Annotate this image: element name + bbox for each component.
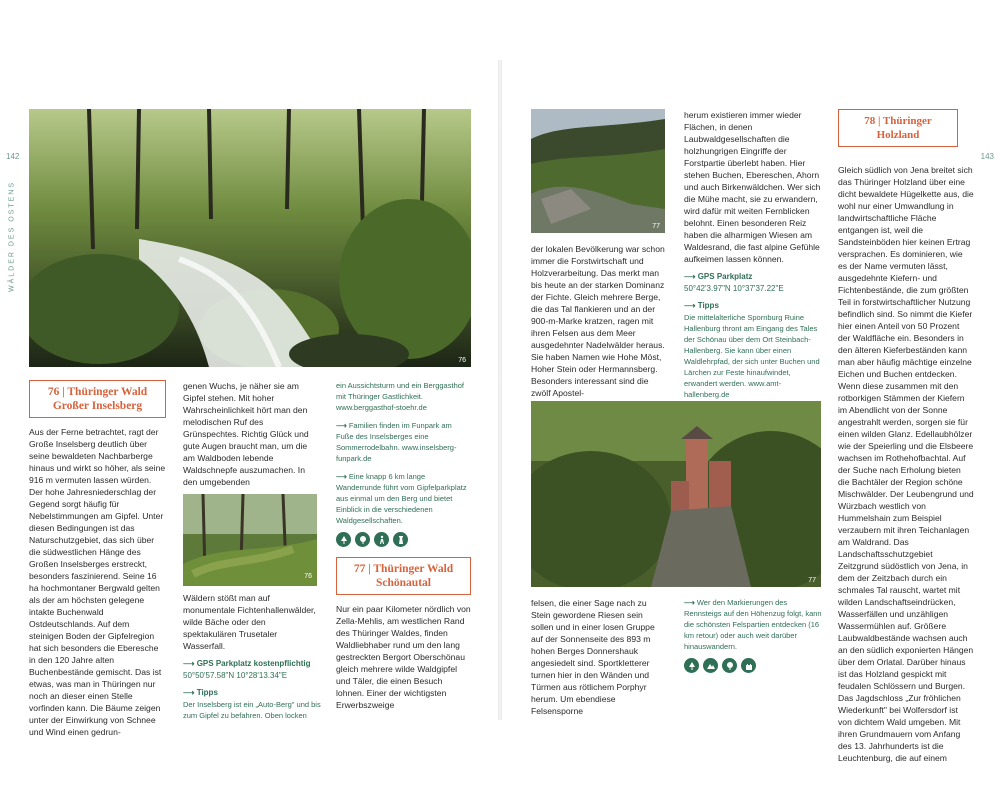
gps-heading: ⟶ GPS Parkplatz kostenpflichtig <box>183 659 311 668</box>
body-text: Gleich südlich von Jena breitet sich das Thüringer Holzland über eine dicht bewaldete Hügelkette aus, die wohl nur einer Umwandlung in landwirtschaftliche Fläche entgangen ist, weil die Sandsteinböden hier keinen Ertrag versprachen. Es dominieren, wie es der Name vermuten lässt, ausgedehnte Kiefern- und Fichtenbestände, die zum größten Teil in forstwirtschaftlicher Nutzung befindlich sind. So nimmt die Kiefer hier einen Anteil von 50 Prozent der Waldfläche ein. Besonders in den älteren Kieferbeständen kann man aber häufig mächtige einzelne Eichen und Buchen entdecken. Wenn diese zusammen mit den rotborkigen Stämmen der Kiefern im Abendlicht von der Sonne angestrahlt werden, sorgen sie für einen wilden Glanz. Edellaubhölzer wie der Speierling und die Elsbeere wachsen im Rothehofbachtal. Auf der Suche nach Erholung bieten die Bachtäler der Region schöne Mischwälder. Der Leubengrund und Würzbach westlich von Hummelshain zum Beispiel verzaubern mit ihren Teichanlagen am Waldrand. Das Landschaftsschutzgebiet Zeitzgrund südöstlich von Jena, in dem der Zeitzbach durch ein schmales Tal rauscht, wartet mit wilden Landschaftseindrücken, Wasserfällen und unzähligen Wassermühlen auf. Größere Laubwaldbestände wachsen auch an den südlich exponierten Hängen über dem Orlatal. Darüber hinaus ist das Holzland gespickt mit feudalen Schlössern und Burgen. Das Jagdschloss „Zur fröhlichen Wiederkunft" bei Wolfersdorf ist von dichtem Wald umgeben. Mit ihren Grundmauern vom Anfang des 13. Jahrhunderts ist die Leuchtenburg, die auf einem <box>838 165 974 763</box>
page-number: 142 <box>6 152 20 161</box>
section-box-78 <box>838 109 958 147</box>
tip-text: ⟶ Wer den Markierungen des Rennsteigs auf den Höhenzug folgt, kann die schönsten Felspartien entdecken (16 km retour) oder auch weit darüber hinauswandern. <box>684 598 822 651</box>
section-box-76 <box>29 380 166 418</box>
mountain-icon <box>703 658 718 673</box>
box-subtitle: Großer Inselsberg <box>52 400 143 412</box>
deciduous-tree-icon <box>355 532 370 547</box>
tips-text: Der Inselsberg ist ein „Auto-Berg" und bis zum Gipfel zu befahren. Oben locken <box>183 700 321 720</box>
photo-number: 77 <box>808 577 816 584</box>
text-column-3 <box>838 109 974 764</box>
section-label: WÄLDER DES OSTENS <box>8 181 16 293</box>
body-text: Nur ein paar Kilometer nördlich von Zella-Mehlis, am westlichen Rand des Thüringer Waldes, finden Waldliebhaber rund um den lang gestreckten Bergort Oberschönau gleich mehrere wilde Waldgipfel und Täler, die einen Besuch lohnen. Einer der wichtigsten Erwerbszweige <box>336 604 471 710</box>
gps-value: 50°42'3.97"N 10°37'37.22"E <box>684 284 784 293</box>
section-box-77 <box>336 557 471 595</box>
castle-photo <box>531 401 821 587</box>
photo-number: 76 <box>458 357 466 364</box>
bottom-text-column-2 <box>684 597 822 673</box>
text-column-1 <box>29 380 166 738</box>
tip-text: ein Aussichtsturm und ein Berggasthof mit Thüringer Gastlichkeit. www.berggasthof-stoehr.de <box>336 381 464 412</box>
body-text: Aus der Ferne betrachtet, ragt der Große Inselsberg deutlich über seine bewaldeten Nachbarberge hinaus und wirkt so höher, als seine 916 m vermuten lassen würden. Der hohe Jahresniederschlag der Gegend sorgt häufig für Nebelstimmungen am Gipfel. Unter diesen Bedingungen ist das Naturschutzgebiet, das sich über die südwestlichen Hänge des Großen Inselsberges erstreckt, besonders faszinierend. Seine 16 ha hochmontaner Bergwald gelten als der am höchsten gelegene intakte Buchenwald Ostdeutschlands. Auf dem steinigen Boden der Gipfelregion hat sich besonders die Eberesche in den 120 Jahre alten Buchenbestände gemischt. Das ist etwas, was man in Thüringen nur noch an dieser einen Stelle vorfinden kann. Die Bäume zeigen unter der Einwirkung von Schnee und Wind einen gedrun- <box>29 427 166 737</box>
body-text: Wäldern stößt man auf monumentale Fichtenhallenwälder, wilde Bäche oder den spektakulären Trusetaler Wasserfall. <box>183 593 316 651</box>
tip-text: ⟶ Eine knapp 6 km lange Wanderrunde führt vom Gipfelparkplatz aus einmal um den Berg und bietet Einblick in die verschiedenen Waldgesellschaften. <box>336 472 467 525</box>
tower-icon <box>393 532 408 547</box>
forest-photo <box>183 494 317 586</box>
deciduous-tree-icon <box>722 658 737 673</box>
gps-value: 50°50'57.58"N 10°28'13.34"E <box>183 671 288 680</box>
valley-photo <box>531 109 665 233</box>
body-text: genen Wuchs, je näher sie am Gipfel stehen. Mit hoher Wahrscheinlichkeit hört man den melodischen Ruf des Grünspechtes. Richtig Glück und gute Augen braucht man, um die am Waldboden lebende Waldschnepfe auszumachen. In den umgebenden <box>183 381 309 487</box>
tips-heading: ⟶ Tipps <box>183 688 218 697</box>
left-page <box>0 0 498 800</box>
box-title: 78 | Thüringer Holzland <box>864 115 932 141</box>
tree-icon <box>684 658 699 673</box>
activity-icons <box>336 532 471 547</box>
box-title: 77 | Thüringer Wald <box>353 563 454 575</box>
bottom-text-column-1 <box>531 597 667 717</box>
box-title: 76 | Thüringer Wald <box>47 386 148 398</box>
hiker-icon <box>374 532 389 547</box>
text-column-2 <box>183 380 321 721</box>
tips-text: Die mittelalterliche Spornburg Ruine Hallenburg thront am Eingang des Tales der Schönau über dem Ort Steinbach-Hallenberg. Sie kann über einen Waldlehrpfad, der sich unter Buchen und Lärchen zur Feste hinaufwindet, erwandert werden. www.amt-hallenberg.de <box>684 313 820 399</box>
right-page <box>502 0 1000 800</box>
photo-number: 77 <box>652 223 660 230</box>
tree-icon <box>336 532 351 547</box>
gps-heading: ⟶ GPS Parkplatz <box>684 272 753 281</box>
page-number: 143 <box>980 152 994 161</box>
body-text: der lokalen Bevölkerung war schon immer die Forstwirtschaft und Holzverarbeitung. Das merkt man bis heute an der starken Dominanz der Fichte. Gleich mehrere Berge, die das Tal flankieren und an der 900-m-Marke kratzen, ragen mit ihren Felsen aus dem Meer ausgedehnter Nadelwälder heraus. Sie haben Namen wie Hohe Möst, Hoher Stein oder Hermannsberg. Besonders interessant sind die zwölf Apostel- <box>531 244 665 398</box>
text-column-2 <box>684 109 824 400</box>
activity-icons <box>684 658 822 673</box>
box-subtitle: Schönautal <box>376 577 431 589</box>
tip-text: ⟶ Familien finden im Funpark am Fuße des Inselsberges eine Sommerrodelbahn. www.inselsberg-funpark.de <box>336 421 457 463</box>
text-column-3 <box>336 380 471 711</box>
text-column-1 <box>531 243 667 399</box>
body-text: herum existieren immer wieder Flächen, in denen Laubwaldgesellschaften die holzhungrigen Eingriffe der Forstpartie überlebt haben. Hier stehen Buchen, Ebereschen, Ahorn und auch Birkenwäldchen. Wer sich die Mühe macht, sie zu erwandern, wird dafür mit weiten Fernblicken belohnt. Einen besonderen Reiz haben die alharmigen Wiesen am Waldesrand, die fast alpine Gefühle aufkeimen lassen können. <box>684 110 821 264</box>
photo-number: 76 <box>304 573 312 580</box>
castle-icon <box>741 658 756 673</box>
waterfall-photo <box>29 109 471 367</box>
body-text: felsen, die einer Sage nach zu Stein gewordene Riesen sein sollen und in einer losen Gruppe auf der Sonnenseite des 893 m hohen Berges Donnershauk angesiedelt sind. Sportkletterer turnen hier in den Wänden und Türmen aus rötlichem Porphyr herum. Um ebendiese Felsensporne <box>531 598 655 716</box>
tips-heading: ⟶ Tipps <box>684 301 719 310</box>
